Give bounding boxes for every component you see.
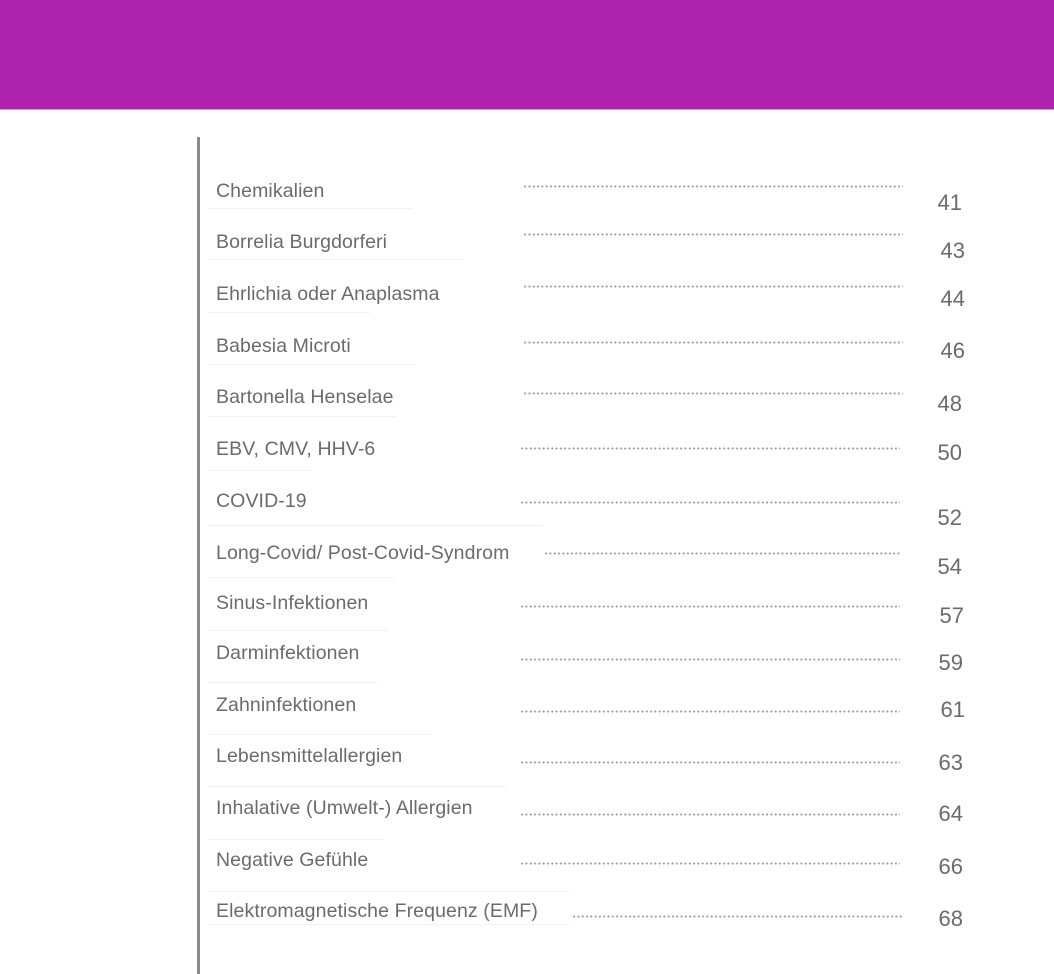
toc-dot-leader bbox=[520, 761, 900, 764]
toc-underline bbox=[208, 259, 463, 260]
toc-entry-page[interactable]: 43 bbox=[940, 238, 965, 263]
toc-entry-page[interactable]: 44 bbox=[940, 286, 965, 311]
toc-underline bbox=[208, 630, 388, 631]
toc-dot-leader bbox=[520, 710, 900, 713]
header-band bbox=[0, 0, 1054, 110]
toc-underline bbox=[208, 682, 378, 683]
toc-entry-page[interactable]: 61 bbox=[940, 697, 965, 722]
toc-entry-label[interactable]: COVID-19 bbox=[216, 490, 307, 512]
toc-dot-leader bbox=[520, 862, 900, 865]
toc-underline bbox=[208, 839, 384, 840]
toc-entry-label[interactable]: Negative Gefühle bbox=[216, 849, 369, 871]
toc-underline bbox=[208, 891, 570, 892]
toc-entry-page[interactable]: 54 bbox=[937, 554, 962, 579]
toc-entry-page[interactable]: 64 bbox=[938, 801, 963, 826]
toc-underline bbox=[208, 734, 433, 735]
toc-underline bbox=[208, 416, 396, 417]
toc-underline bbox=[208, 786, 508, 787]
toc-entry-page[interactable]: 52 bbox=[937, 505, 962, 530]
toc-entry-page[interactable]: 57 bbox=[939, 603, 964, 628]
toc-underline bbox=[208, 208, 413, 209]
toc-dot-leader bbox=[520, 605, 900, 608]
toc-entry-label[interactable]: EBV, CMV, HHV-6 bbox=[216, 438, 376, 460]
toc-dot-leader bbox=[572, 915, 904, 918]
toc-entry-page[interactable]: 41 bbox=[937, 190, 962, 215]
toc-dot-leader bbox=[520, 501, 900, 504]
toc-underline bbox=[208, 470, 312, 471]
toc-entry-page[interactable]: 48 bbox=[937, 391, 962, 416]
toc-dot-leader bbox=[523, 285, 903, 288]
toc-underline bbox=[208, 924, 570, 925]
toc-entry-label[interactable]: Long-Covid/ Post-Covid-Syndrom bbox=[216, 542, 510, 564]
toc-dot-leader bbox=[520, 813, 900, 816]
toc-entry-page[interactable]: 46 bbox=[940, 338, 965, 363]
toc-entry-label[interactable]: Elektromagnetische Frequenz (EMF) bbox=[216, 900, 538, 922]
toc-dot-leader bbox=[544, 552, 900, 555]
toc-entry-label[interactable]: Babesia Microti bbox=[216, 335, 351, 357]
toc-dot-leader bbox=[523, 233, 903, 236]
toc-entry-label[interactable]: Bartonella Henselae bbox=[216, 386, 394, 408]
toc-dot-leader bbox=[520, 447, 900, 450]
toc-entry-label[interactable]: Lebensmittelallergien bbox=[216, 745, 403, 767]
toc-underline bbox=[208, 364, 414, 365]
toc-entry-label[interactable]: Borrelia Burgdorferi bbox=[216, 231, 388, 253]
toc-entry-page[interactable]: 68 bbox=[938, 906, 963, 931]
toc-dot-leader bbox=[523, 392, 903, 395]
toc-entry-page[interactable]: 63 bbox=[938, 750, 963, 775]
toc-entry-label[interactable]: Ehrlichia oder Anaplasma bbox=[216, 283, 440, 305]
toc-vertical-rule bbox=[197, 137, 200, 974]
toc-dot-leader bbox=[523, 341, 903, 344]
toc-entry-label[interactable]: Darminfektionen bbox=[216, 642, 360, 664]
toc-entry-label[interactable]: Zahninfektionen bbox=[216, 694, 357, 716]
toc-dot-leader bbox=[520, 658, 900, 661]
toc-entry-label[interactable]: Sinus-Infektionen bbox=[216, 592, 369, 614]
toc-entry-label[interactable]: Inhalative (Umwelt-) Allergien bbox=[216, 797, 473, 819]
toc-entry-page[interactable]: 59 bbox=[938, 650, 963, 675]
toc-underline bbox=[208, 525, 543, 526]
toc-entry-label[interactable]: Chemikalien bbox=[216, 180, 325, 202]
toc-underline bbox=[208, 312, 370, 313]
toc-underline bbox=[208, 577, 394, 578]
toc-entry-page[interactable]: 66 bbox=[938, 854, 963, 879]
toc-dot-leader bbox=[523, 185, 903, 188]
toc-entry-page[interactable]: 50 bbox=[937, 440, 962, 465]
